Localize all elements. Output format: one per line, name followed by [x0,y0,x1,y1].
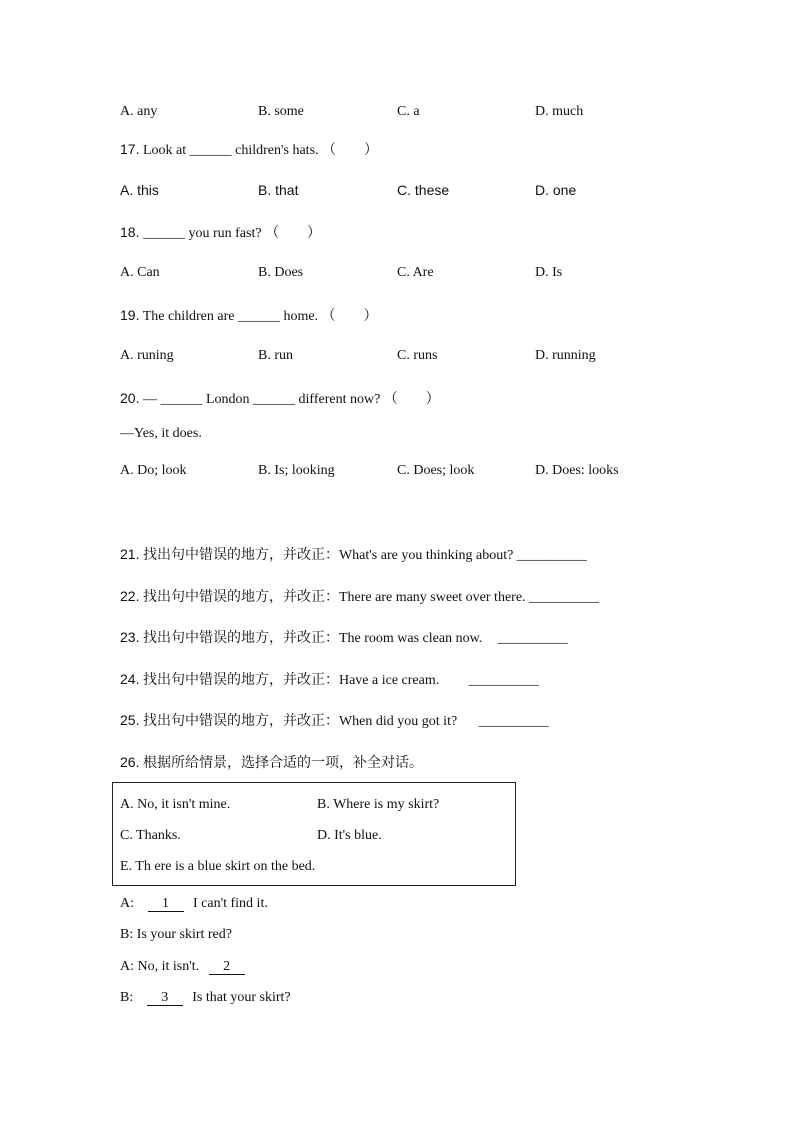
q26-question [120,753,423,773]
q19-options [120,347,680,365]
q17-stem: Look at ______ children's hats. [142,143,319,158]
q19-question [120,306,378,326]
q26-instruction: 根据所给情景，选择合适的一项，补全对话。 [142,754,423,770]
q18-option-c: C. Are [397,265,434,280]
q18-stem: ______ you run fast? [142,226,262,241]
q21-number: 21. [120,546,140,562]
q18-option-d: D. Is [535,265,563,280]
dialogue-line-3 [120,958,245,976]
q19-stem: The children are ______ home. [142,309,319,324]
q19-number: 19. [120,307,140,323]
q22-prompt: 找出句中错误的地方，并改正： [142,588,339,604]
q26-choices-box [112,782,516,886]
q17-number: 17. [120,141,140,157]
q19-option-c: C. runs [397,348,438,363]
dialogue-blank-1[interactable]: 1 [148,897,184,912]
q16-option-b: B. some [258,104,304,119]
q24-prompt: 找出句中错误的地方，并改正： [142,671,339,687]
q20-reply: —Yes, it does. [120,426,202,441]
q20-options [120,462,680,480]
q19-option-b: B. run [258,348,293,363]
q19-paren: （ ） [321,309,378,324]
q21-prompt: 找出句中错误的地方，并改正： [142,546,339,562]
q20-question [120,389,440,409]
q17-question [120,140,378,160]
dialogue-line-1 [120,895,268,913]
dialogue-speaker: A: [120,896,134,911]
q17-options [120,181,680,199]
q19-option-d: D. running [535,348,596,363]
q25-number: 25. [120,712,140,728]
q21-sentence: What's are you thinking about? [338,548,514,563]
q17-paren: （ ） [322,143,379,158]
q21-answer-blank[interactable]: __________ [516,548,587,563]
q23-answer-blank[interactable]: __________ [497,631,568,646]
dialogue-text: No, it isn't. [137,959,200,974]
q24-number: 24. [120,671,140,687]
dialogue-speaker: B: [120,990,134,1005]
q20-paren: （ ） [383,392,440,407]
dialogue-text: Is that your skirt? [192,990,291,1005]
q19-option-a: A. runing [120,348,174,363]
q26-choice-b: B. Where is my skirt? [317,797,440,812]
q22-number: 22. [120,588,140,604]
q24-question [120,670,539,690]
q18-options [120,264,680,282]
q22-question [120,587,599,607]
q23-sentence: The room was clean now. [338,631,483,646]
dialogue-line-4 [120,989,291,1007]
dialogue-blank-2[interactable]: 2 [209,960,245,975]
q20-option-a: A. Do; look [120,463,187,478]
q20-number: 20. [120,390,140,406]
q22-answer-blank[interactable]: __________ [529,590,600,605]
dialogue-line-2 [120,926,232,944]
q16-options [120,103,680,121]
q23-prompt: 找出句中错误的地方，并改正： [142,629,339,645]
q20-option-c: C. Does; look [397,463,475,478]
q25-prompt: 找出句中错误的地方，并改正： [142,712,339,728]
q21-question [120,545,587,565]
q18-number: 18. [120,224,140,240]
q25-question [120,711,549,731]
q16-option-c: C. a [397,104,420,119]
q17-option-d: D. one [535,182,577,198]
dialogue-speaker: A: [120,959,134,974]
q20-option-d: D. Does: looks [535,463,619,478]
q20-stem: — ______ London ______ different now? [142,392,381,407]
q24-sentence: Have a ice cream. [338,673,440,688]
q23-question [120,628,568,648]
q26-choice-e: E. Th ere is a blue skirt on the bed. [120,859,316,874]
q18-question [120,223,321,243]
dialogue-speaker: B: [120,927,134,942]
q26-choice-c: C. Thanks. [120,828,181,843]
q18-option-b: B. Does [258,265,304,280]
q17-option-a: A. this [120,182,159,198]
dialogue-text: I can't find it. [193,896,268,911]
dialogue-text: Is your skirt red? [136,927,232,942]
q24-answer-blank[interactable]: __________ [468,673,539,688]
q20-option-b: B. Is; looking [258,463,335,478]
q25-sentence: When did you got it? [338,714,458,729]
q18-paren: （ ） [265,226,322,241]
q16-option-d: D. much [535,104,584,119]
q23-number: 23. [120,629,140,645]
q16-option-a: A. any [120,104,158,119]
dialogue-blank-3[interactable]: 3 [147,991,183,1006]
q25-answer-blank[interactable]: __________ [478,714,549,729]
q26-choice-d: D. It's blue. [317,828,382,843]
q22-sentence: There are many sweet over there. [338,590,526,605]
q18-option-a: A. Can [120,265,160,280]
q17-option-c: C. these [397,182,450,198]
q26-choice-a: A. No, it isn't mine. [120,797,231,812]
q26-number: 26. [120,754,140,770]
q17-option-b: B. that [258,182,299,198]
